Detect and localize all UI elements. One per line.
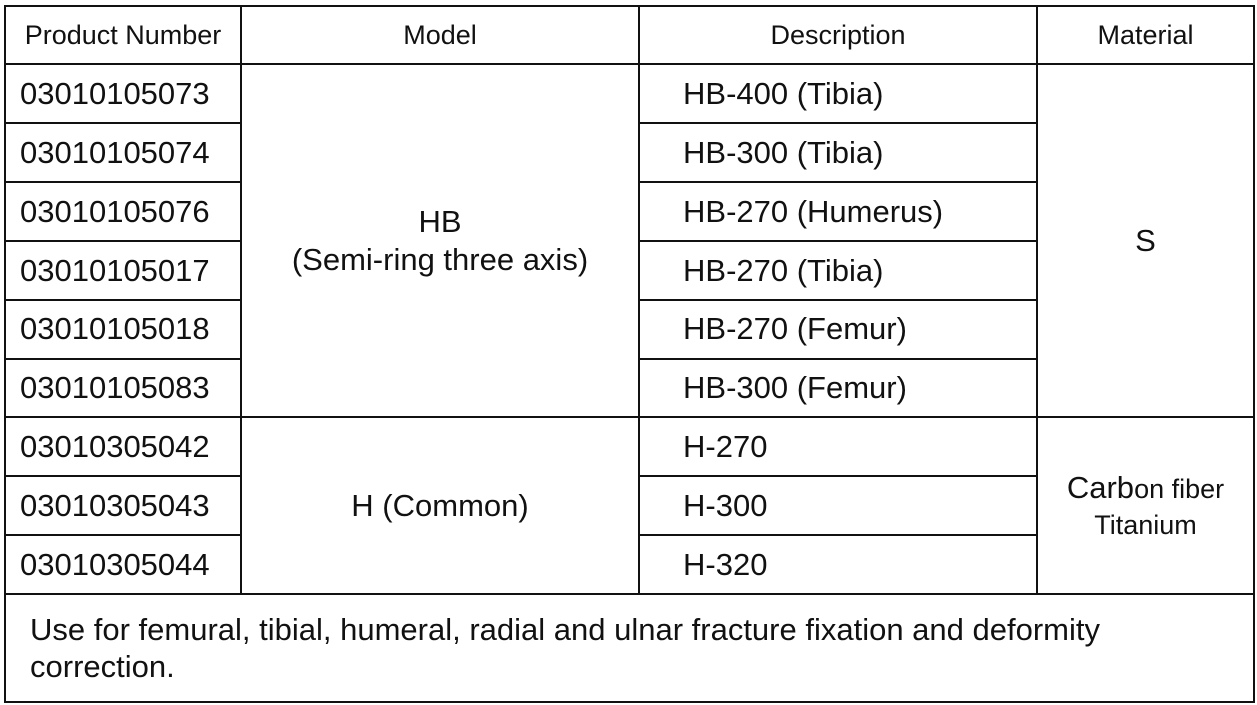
product-spec-table [4,5,1255,703]
model-cell-h: H (Common) [241,417,639,594]
description-cell: H-270 [639,417,1037,476]
material-line-1-large: Carb [1066,470,1135,506]
material-cell-h [1037,417,1254,594]
model-name: HB [418,204,462,240]
product-number-cell: 03010105076 [5,182,241,241]
header-model: Model [241,6,639,64]
product-number-cell: 03010105074 [5,123,241,182]
model-subtitle: (Semi-ring three axis) [291,241,589,277]
note-row [5,594,1254,702]
material-line-1-small: on fiber [1134,474,1225,505]
product-number-cell: 03010105018 [5,300,241,359]
description-cell: HB-270 (Tibia) [639,241,1037,300]
description-cell: HB-400 (Tibia) [639,64,1037,123]
product-number-cell: 03010305044 [5,535,241,594]
product-number-cell: 03010305042 [5,417,241,476]
material-cell-hb: S [1037,64,1254,418]
description-cell: HB-300 (Femur) [639,359,1037,418]
product-number-cell: 03010105073 [5,64,241,123]
header-description: Description [639,6,1037,64]
description-cell: H-300 [639,476,1037,535]
header-product-number: Product Number [5,6,241,64]
description-cell: HB-270 (Humerus) [639,182,1037,241]
description-cell: HB-300 (Tibia) [639,123,1037,182]
table-row [5,417,1254,476]
table-row [5,64,1254,123]
material-line-1 [1038,468,1253,508]
product-number-cell: 03010105083 [5,359,241,418]
product-number-cell: 03010305043 [5,476,241,535]
header-material: Material [1037,6,1254,64]
usage-note: Use for femural, tibial, humeral, radial and ulnar fracture fixation and deformity correction. [5,594,1254,702]
description-cell: H-320 [639,535,1037,594]
material-line-2: Titanium [1094,510,1197,541]
model-cell-hb [241,64,639,418]
product-number-cell: 03010105017 [5,241,241,300]
table-header-row [5,6,1254,64]
description-cell: HB-270 (Femur) [639,300,1037,359]
